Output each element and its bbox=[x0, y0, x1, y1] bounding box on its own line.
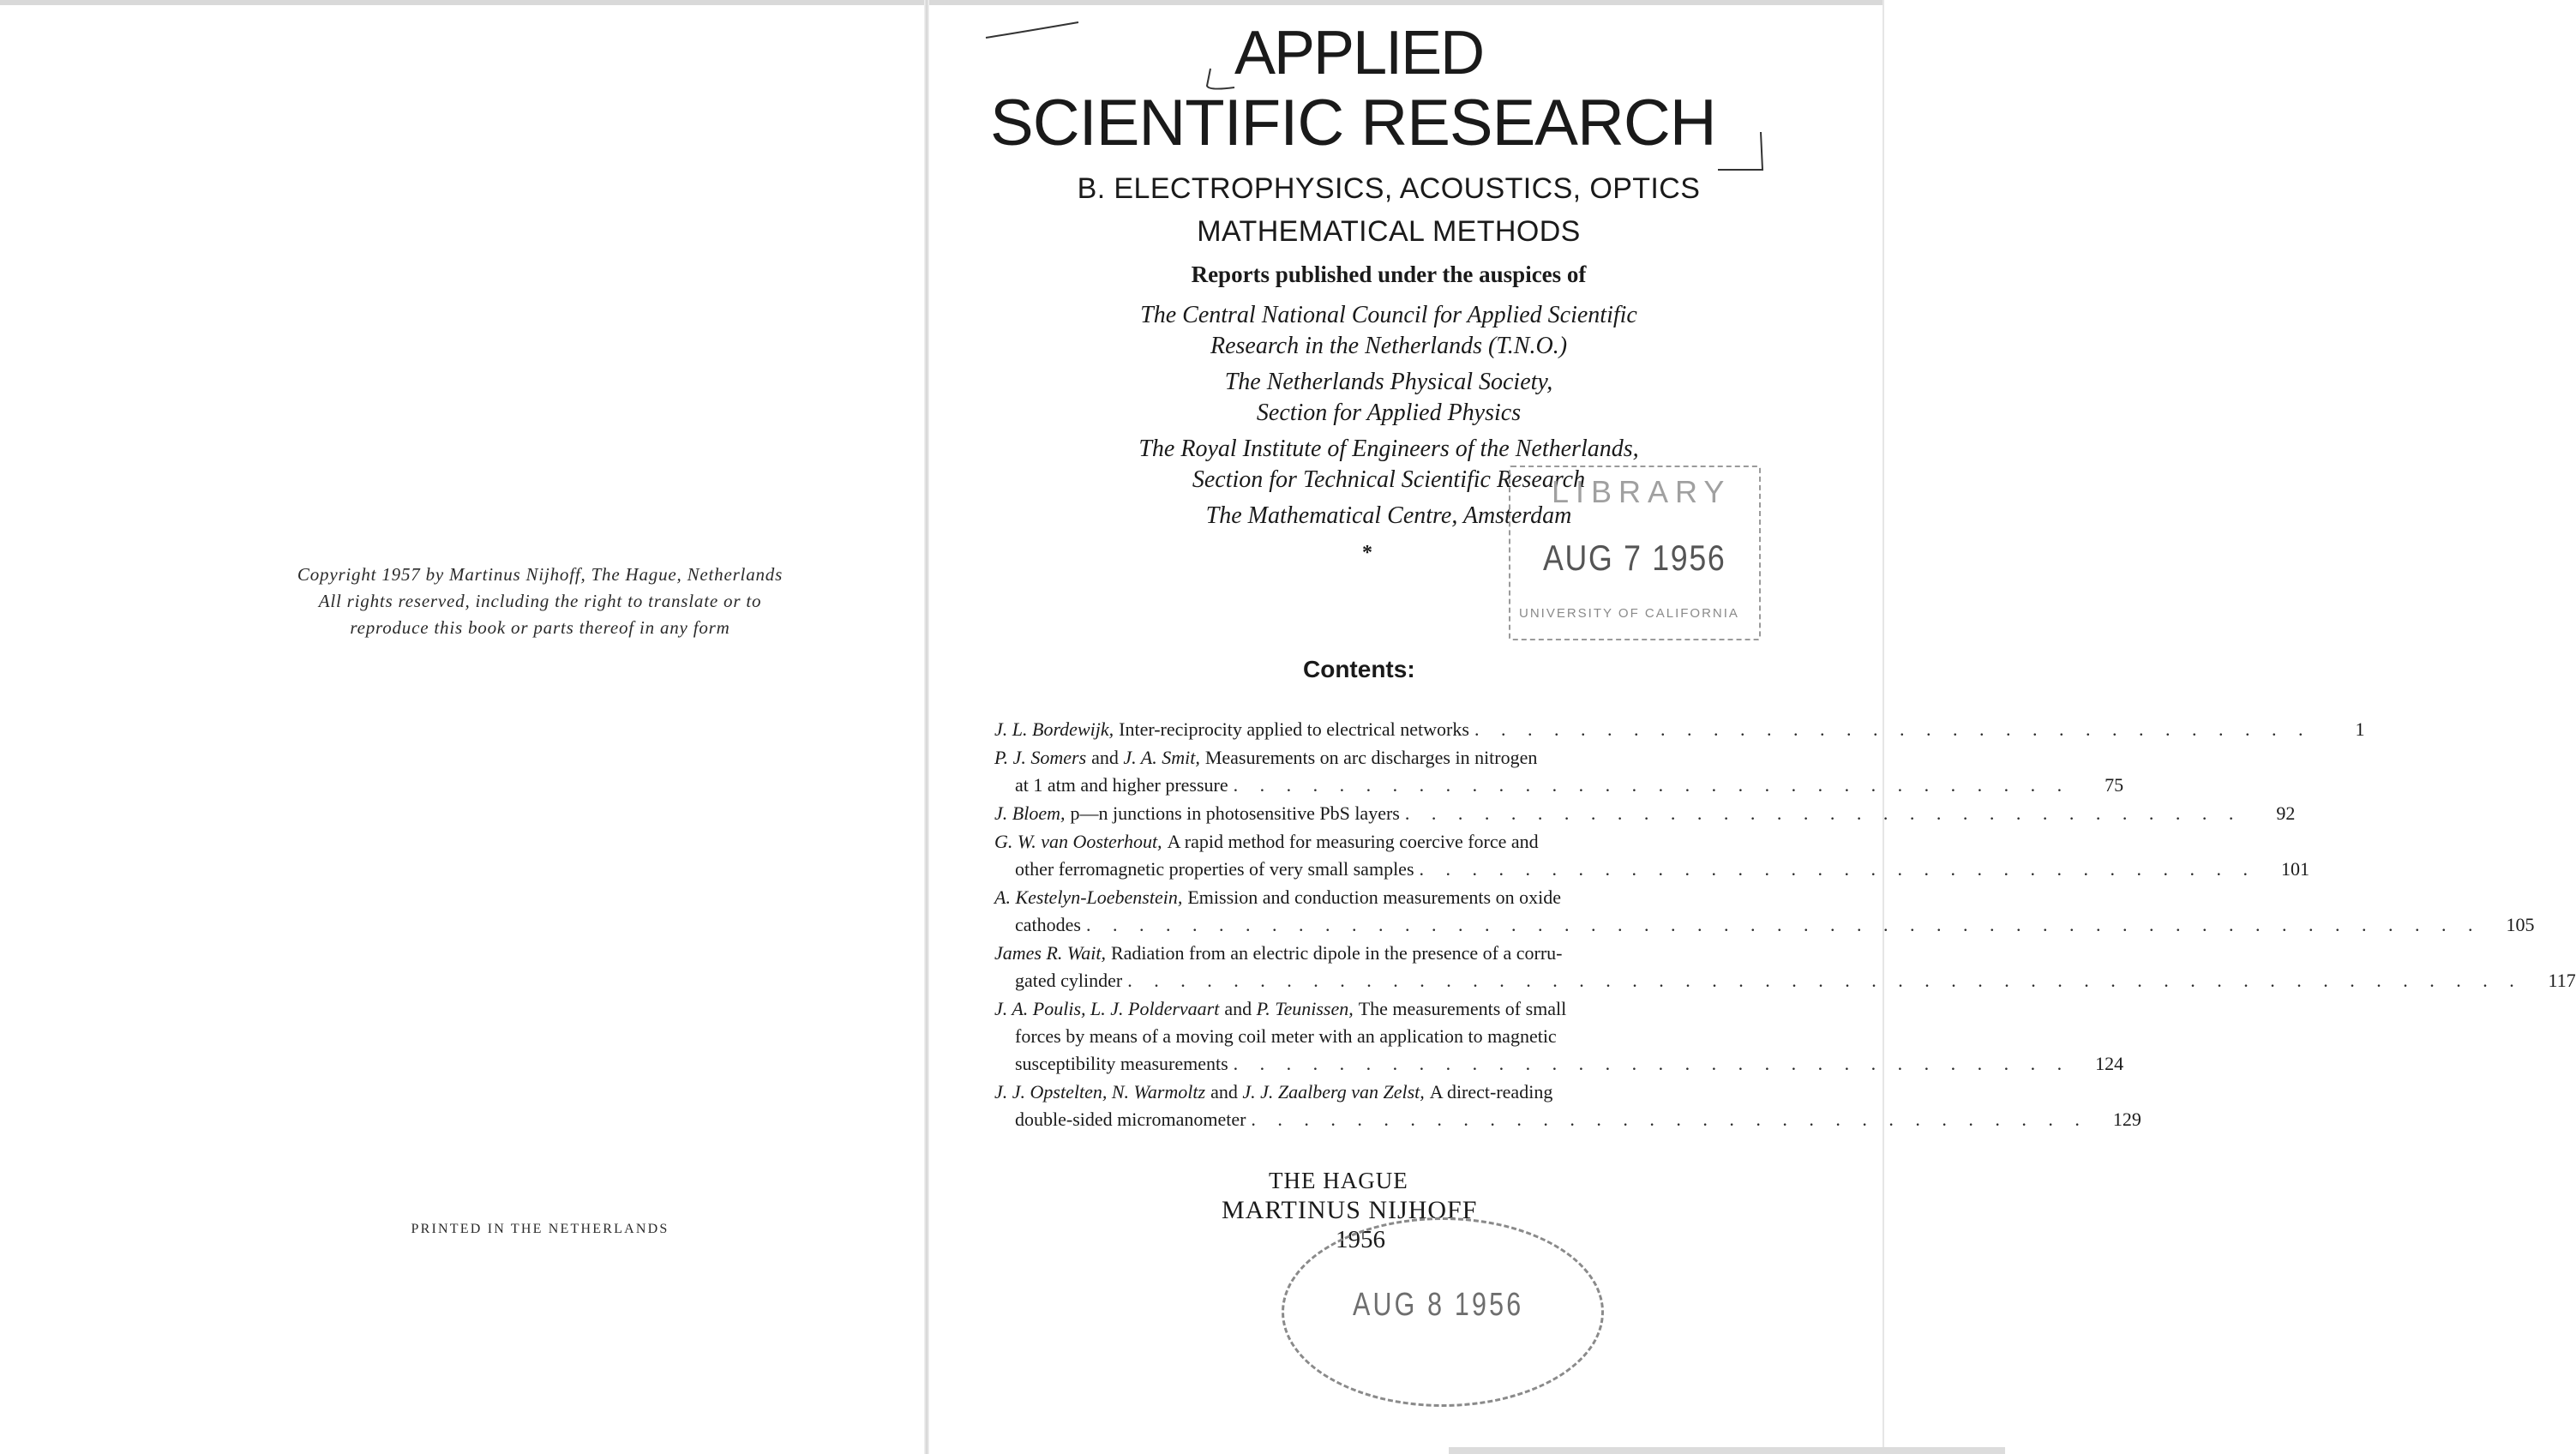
sponsor-line: Research in the Netherlands (T.N.O.) bbox=[1210, 333, 1568, 359]
ornament-star: * bbox=[1362, 542, 1372, 564]
copyright-line: reproduce this book or parts thereof in any form bbox=[350, 617, 730, 638]
sponsor-line: The Central National Council for Applied Scientific bbox=[1140, 302, 1637, 328]
contents-heading: Contents: bbox=[1303, 656, 1415, 682]
bottom-page-edge bbox=[1449, 1447, 2005, 1454]
publication-year: 1956 bbox=[1336, 1226, 1385, 1253]
toc-authors: J. Bloem, bbox=[994, 802, 1066, 824]
toc-title: other ferromagnetic properties of very small samples bbox=[1015, 858, 1414, 880]
toc-entry bbox=[994, 716, 2365, 743]
toc-title: Radiation from an electric dipole in the presence of a corru- bbox=[1110, 942, 1563, 964]
toc-title: The measurements of small bbox=[1358, 998, 1567, 1019]
pencil-mark bbox=[984, 19, 1087, 45]
toc-authors: G. W. van Oosterhout, bbox=[994, 831, 1162, 852]
toc-title: cathodes bbox=[1015, 914, 1081, 935]
oval-stamp-date: AUG 8 1956 bbox=[1353, 1287, 1524, 1323]
toc-entry bbox=[994, 828, 2310, 883]
toc-authors: J. J. Opstelten, N. Warmoltz bbox=[994, 1081, 1206, 1103]
copyright-notice bbox=[189, 562, 892, 641]
toc-entry bbox=[994, 1078, 2141, 1133]
top-page-edge bbox=[0, 0, 2005, 5]
book-gutter bbox=[924, 0, 929, 1454]
toc-entry bbox=[994, 940, 2576, 994]
toc-leader-dots: . . . . . . . . . . . . . . . . . . . . . . . . . . . . . . . . bbox=[1233, 1053, 2071, 1074]
toc-page-number: 105 bbox=[2506, 914, 2535, 935]
library-stamp-date: AUG 7 1956 bbox=[1543, 538, 1726, 578]
publisher-place: THE HAGUE bbox=[1269, 1168, 1408, 1193]
toc-authors: J. J. Zaalberg van Zelst, bbox=[1242, 1081, 1425, 1103]
table-of-contents bbox=[994, 716, 2576, 1134]
copyright-line: Copyright 1957 by Martinus Nijhoff, The Hague, Netherlands bbox=[297, 564, 784, 585]
toc-authors: J. A. Smit, bbox=[1123, 747, 1200, 768]
toc-leader-dots: . . . . . . . . . . . . . . . . . . . . . . . . . . . . . . . . . . . . . . . . . . . . . . . . . . . . . bbox=[1127, 970, 2523, 991]
toc-title: Measurements on arc discharges in nitrogen bbox=[1204, 747, 1538, 768]
toc-title: Emission and conduction measurements on oxide bbox=[1187, 886, 1561, 908]
toc-page-number: 129 bbox=[2112, 1109, 2141, 1130]
toc-leader-dots: . . . . . . . . . . . . . . . . . . . . . . . . . . . . . . . . bbox=[1251, 1109, 2088, 1130]
toc-title: and bbox=[1210, 1081, 1238, 1103]
toc-authors: P. J. Somers bbox=[994, 747, 1087, 768]
toc-title: gated cylinder bbox=[1015, 970, 1123, 991]
toc-title: susceptibility measurements bbox=[1015, 1053, 1228, 1074]
toc-entry bbox=[994, 995, 2124, 1078]
sponsor-line: The Royal Institute of Engineers of the Netherlands, bbox=[1138, 436, 1639, 462]
toc-page-number: 92 bbox=[2276, 802, 2296, 824]
toc-entry bbox=[994, 800, 2296, 827]
toc-leader-dots: . . . . . . . . . . . . . . . . . . . . . . . . . . . . . . . . bbox=[1404, 802, 2243, 824]
subtitle-line-2: MATHEMATICAL METHODS bbox=[1197, 215, 1581, 248]
toc-page-number: 1 bbox=[2355, 718, 2365, 740]
toc-page-number: 75 bbox=[2105, 774, 2124, 796]
toc-page-number: 124 bbox=[2095, 1053, 2124, 1074]
toc-title: Inter-reciprocity applied to electrical networks bbox=[1119, 718, 1469, 740]
toc-title: and bbox=[1224, 998, 1252, 1019]
title-line-2: SCIENTIFIC RESEARCH bbox=[990, 87, 1716, 159]
toc-title: and bbox=[1091, 747, 1119, 768]
sponsor-line: The Netherlands Physical Society, bbox=[1224, 369, 1553, 395]
toc-title: double-sided micromanometer bbox=[1015, 1109, 1246, 1130]
auspices-line: Reports published under the auspices of bbox=[1191, 261, 1587, 287]
toc-authors: A. Kestelyn-Loebenstein, bbox=[994, 886, 1183, 908]
toc-leader-dots: . . . . . . . . . . . . . . . . . . . . . . . . . . . . . . . . bbox=[1419, 858, 2257, 880]
toc-entry bbox=[994, 744, 2124, 799]
toc-title: forces by means of a moving coil meter with an application to magnetic bbox=[1015, 1025, 1557, 1047]
toc-title: at 1 atm and higher pressure bbox=[1015, 774, 1228, 796]
copyright-line: All rights reserved, including the right to translate or to bbox=[318, 591, 762, 611]
oval-library-stamp bbox=[1282, 1217, 1604, 1407]
sponsor-line: Section for Technical Scientific Research bbox=[1192, 466, 1586, 493]
sponsor-line: Section for Applied Physics bbox=[1256, 400, 1522, 426]
library-stamp-word: LIBRARY bbox=[1552, 474, 1732, 509]
toc-page-number: 117 bbox=[2548, 970, 2576, 991]
toc-title: A direct-reading bbox=[1429, 1081, 1553, 1103]
sponsor-physical-society bbox=[960, 367, 1817, 429]
title-line-1: APPLIED bbox=[1234, 19, 1484, 87]
sponsor-line: The Mathematical Centre, Amsterdam bbox=[1205, 502, 1572, 529]
sponsor-tno bbox=[960, 300, 1817, 362]
toc-title: p—n junctions in photosensitive PbS layers bbox=[1070, 802, 1400, 824]
library-stamp-university: UNIVERSITY OF CALIFORNIA bbox=[1519, 606, 1739, 621]
toc-authors: J. A. Poulis, L. J. Poldervaart bbox=[994, 998, 1220, 1019]
subtitle-line-1: B. ELECTROPHYSICS, ACOUSTICS, OPTICS bbox=[1077, 172, 1701, 205]
toc-page-number: 101 bbox=[2281, 858, 2310, 880]
toc-authors: James R. Wait, bbox=[994, 942, 1106, 964]
printed-in-notice: PRINTED IN THE NETHERLANDS bbox=[411, 1222, 670, 1236]
publisher-name: MARTINUS NIJHOFF bbox=[1222, 1196, 1478, 1224]
toc-leader-dots: . . . . . . . . . . . . . . . . . . . . . . . . . . . . . . . . bbox=[1233, 774, 2071, 796]
toc-title: A rapid method for measuring coercive force and bbox=[1167, 831, 1539, 852]
toc-leader-dots: . . . . . . . . . . . . . . . . . . . . . . . . . . . . . . . . . . . . . . . . . . . . . . . . . . . . . bbox=[1085, 914, 2482, 935]
toc-authors: J. L. Bordewijk, bbox=[994, 718, 1114, 740]
toc-leader-dots: . . . . . . . . . . . . . . . . . . . . . . . . . . . . . . . . bbox=[1474, 718, 2312, 740]
library-stamp bbox=[1509, 466, 1761, 640]
toc-authors: P. Teunissen, bbox=[1256, 998, 1354, 1019]
toc-entry bbox=[994, 884, 2535, 939]
